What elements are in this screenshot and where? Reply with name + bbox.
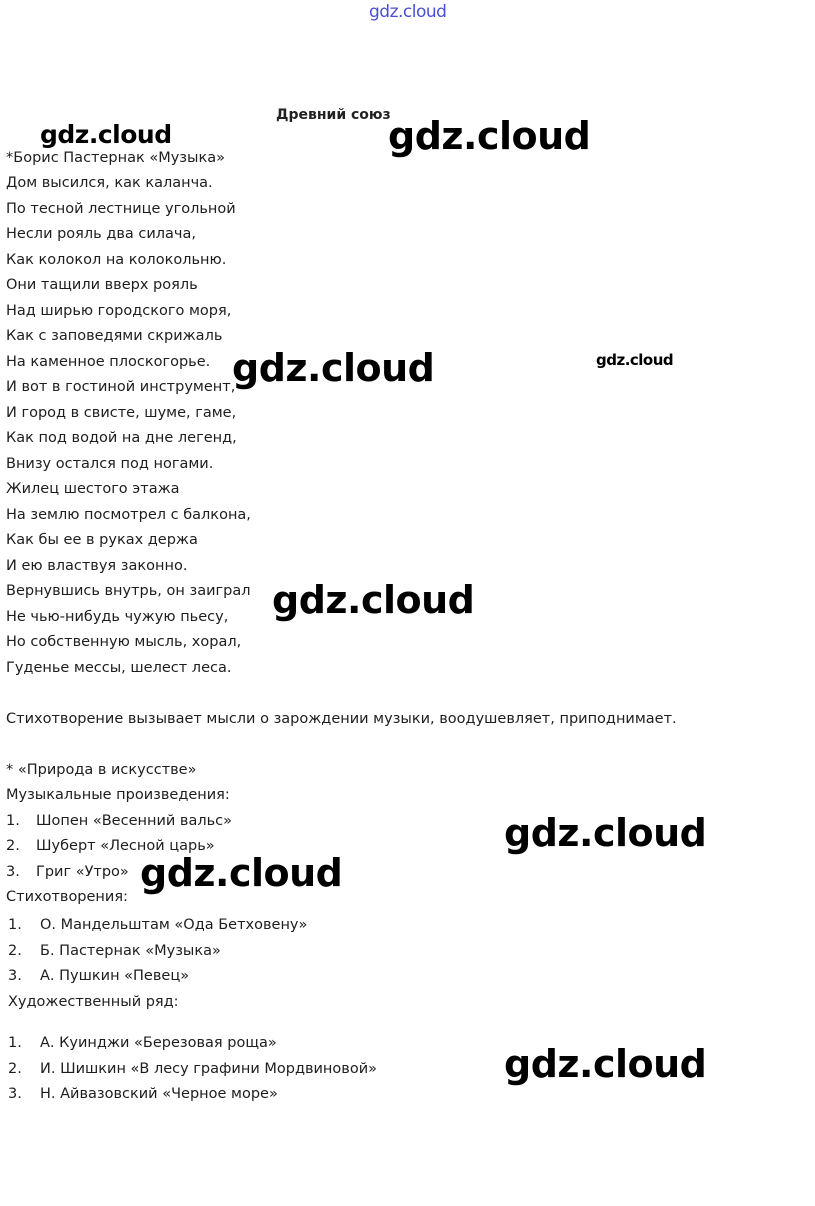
poem-line: И вот в гостиной инструмент, bbox=[6, 379, 236, 395]
art-label: Художественный ряд: bbox=[8, 994, 179, 1010]
watermark: gdz.cloud bbox=[232, 346, 435, 390]
poem-line: Как с заповедями скрижаль bbox=[6, 328, 223, 344]
poem-line: Несли рояль два силача, bbox=[6, 226, 196, 242]
poem-line: Как под водой на дне легенд, bbox=[6, 430, 237, 446]
poem-line: Вернувшись внутрь, он заиграл bbox=[6, 583, 251, 599]
list-item: 2. И. Шишкин «В лесу графини Мордвиновой» bbox=[8, 1061, 377, 1077]
poem-line: Не чью-нибудь чужую пьесу, bbox=[6, 609, 229, 625]
watermark: gdz.cloud bbox=[596, 351, 674, 369]
poem-line: Как бы ее в руках держа bbox=[6, 532, 198, 548]
poem-line: По тесной лестнице угольной bbox=[6, 201, 236, 217]
poem-line: И ею властвуя законно. bbox=[6, 558, 188, 574]
poem-line: Гуденье мессы, шелест леса. bbox=[6, 660, 232, 676]
list-item: 3. Н. Айвазовский «Черное море» bbox=[8, 1086, 278, 1102]
poem-line: На каменное плоскогорье. bbox=[6, 354, 211, 370]
poem-line: На землю посмотрел с балкона, bbox=[6, 507, 251, 523]
list-item: 1. О. Мандельштам «Ода Бетховену» bbox=[8, 917, 308, 933]
watermark: gdz.cloud bbox=[388, 114, 591, 158]
page-title: Древний союз bbox=[276, 107, 391, 123]
watermark: gdz.cloud bbox=[504, 811, 707, 855]
list-item: 1. А. Куинджи «Березовая роща» bbox=[8, 1035, 277, 1051]
poem-line: Внизу остался под ногами. bbox=[6, 456, 214, 472]
poem-line: И город в свисте, шуме, гаме, bbox=[6, 405, 237, 421]
poem-line: Но собственную мысль, хорал, bbox=[6, 634, 242, 650]
watermark: gdz.cloud bbox=[40, 120, 172, 149]
poem-line: Они тащили вверх рояль bbox=[6, 277, 198, 293]
poem-line: Дом высился, как каланча. bbox=[6, 175, 213, 191]
list-item: 2. Шуберт «Лесной царь» bbox=[6, 838, 215, 854]
poem-line: Как колокол на колокольню. bbox=[6, 252, 227, 268]
watermark: gdz.cloud bbox=[504, 1042, 707, 1086]
section-title: * «Природа в искусстве» bbox=[6, 762, 197, 778]
watermark: gdz.cloud bbox=[272, 578, 475, 622]
music-label: Музыкальные произведения: bbox=[6, 787, 230, 803]
list-item: 3. Григ «Утро» bbox=[6, 864, 129, 880]
poem-line: Жилец шестого этажа bbox=[6, 481, 180, 497]
poems-label: Стихотворения: bbox=[6, 889, 128, 905]
comment-text: Стихотворение вызывает мысли о зарождении музыки, воодушевляет, приподнимает. bbox=[6, 711, 677, 727]
watermark-top: gdz.cloud bbox=[369, 2, 447, 22]
list-item: 1. Шопен «Весенний вальс» bbox=[6, 813, 233, 829]
list-item: 3. А. Пушкин «Певец» bbox=[8, 968, 190, 984]
poem-line: *Борис Пастернак «Музыка» bbox=[6, 150, 225, 166]
poem-line: Над ширью городского моря, bbox=[6, 303, 232, 319]
list-item: 2. Б. Пастернак «Музыка» bbox=[8, 943, 221, 959]
watermark: gdz.cloud bbox=[140, 851, 343, 895]
